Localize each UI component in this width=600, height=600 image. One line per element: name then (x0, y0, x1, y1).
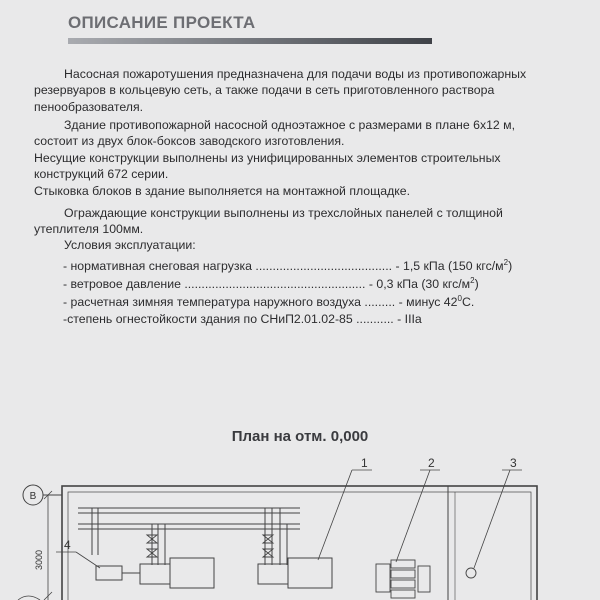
control-cabinets (376, 560, 476, 598)
svg-text:2: 2 (428, 456, 435, 470)
pump-units (96, 558, 332, 588)
pipe-manifolds (78, 508, 300, 565)
condition-snow-load: - нормативная снеговая нагрузка ........................................ - 1,5 кПа (150 кгс/$м^2$) (63, 258, 513, 274)
conditions-title: Условия эксплуатации: (64, 238, 196, 252)
callout-1 (318, 456, 372, 560)
callout-3 (474, 456, 522, 568)
condition-winter-temperature: - расчетная зимняя температура наружного воздуха ......... - минус $42^0С$. (63, 294, 475, 310)
axis-marker-lower (18, 596, 40, 600)
title-underline-bar (68, 38, 432, 44)
svg-text:3000: 3000 (34, 549, 44, 570)
paragraph-purpose: Насосная пожаротушения предназначена для подачи воды из противопожарных резервуаров в кольцевую сеть, а также подачи в сеть приготовленного раствора пенообразователя. (34, 67, 527, 114)
dimension-3000 (34, 491, 52, 600)
building-outline (62, 486, 537, 600)
section-title: ОПИСАНИЕ ПРОЕКТА (68, 13, 256, 32)
floor-plan-drawing (0, 440, 600, 600)
axis-marker (23, 485, 62, 505)
plan-title: План на отм. 0,000 (231, 428, 369, 445)
svg-text:1: 1 (361, 456, 368, 470)
condition-fire-resistance: -степень огнестойкости здания по СНиП2.01.02-85 ........... - IIIa (63, 312, 422, 326)
paragraph-building-line2: состоит из двух блок-боксов заводского изготовления. (34, 134, 345, 148)
callout-2 (396, 456, 440, 562)
paragraph-structures: Несущие конструкции выполнены из унифицированных элементов строительных конструкций 672 серии. (34, 151, 501, 182)
paragraph-assembly: Стыковка блоков в здание выполняется на монтажной площадке. (34, 184, 411, 198)
svg-text:4: 4 (64, 538, 71, 552)
condition-wind-pressure: - ветровое давление ..................................................... - 0,3 кПа (30 кгс/$м^2$) (63, 276, 479, 292)
paragraph-building-line1: Здание противопожарной насосной одноэтажное с размерами в плане 6х12 м, (64, 118, 516, 132)
paragraph-enclosing: Ограждающие конструкции выполнены из трехслойных панелей с толщиной утеплителя 100мм. (34, 206, 503, 237)
svg-text:В: В (29, 491, 37, 502)
valve-symbols (147, 535, 273, 557)
svg-text:3: 3 (510, 456, 517, 470)
